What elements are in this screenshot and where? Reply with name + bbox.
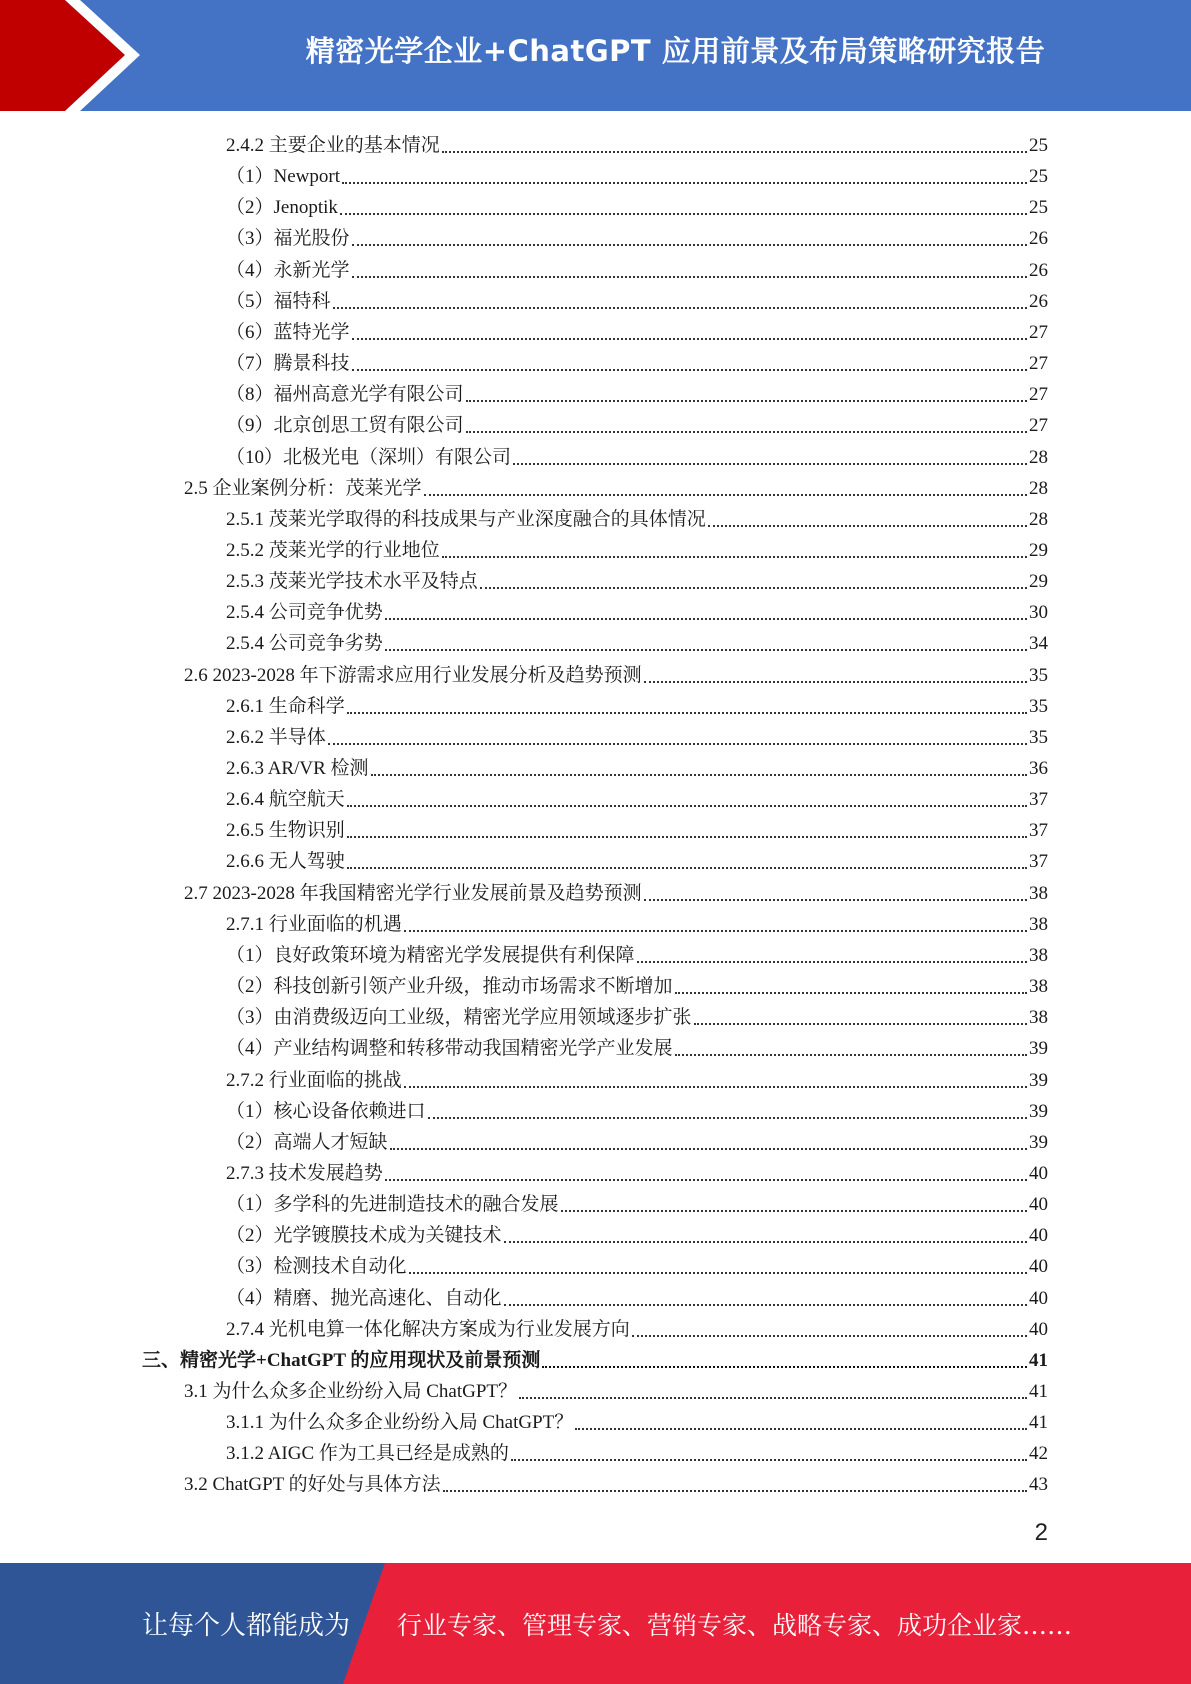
toc-entry-label: 2.6.1 生命科学 bbox=[226, 695, 345, 717]
toc-entry[interactable] bbox=[226, 719, 1048, 750]
toc-entry-page: 26 bbox=[1029, 259, 1048, 281]
toc-dot-leader bbox=[347, 805, 1027, 807]
toc-entry-label: （3）福光股份 bbox=[226, 228, 350, 250]
report-title: 精密光学企业+ChatGPT 应用前景及布局策略研究报告 bbox=[305, 33, 1046, 68]
toc-entry-label: 三、精密光学+ChatGPT 的应用现状及前景预测 bbox=[142, 1349, 541, 1371]
toc-entry[interactable] bbox=[226, 1248, 1048, 1279]
toc-entry-page: 41 bbox=[1029, 1349, 1048, 1371]
toc-entry-page: 43 bbox=[1029, 1474, 1048, 1496]
toc-entry-page: 29 bbox=[1029, 571, 1048, 593]
toc-entry[interactable] bbox=[226, 1404, 1048, 1435]
toc-dot-leader bbox=[442, 556, 1027, 558]
toc-entry-label: 2.7.4 光机电算一体化解决方案成为行业发展方向 bbox=[226, 1318, 630, 1340]
toc-entry-label: （1）良好政策环境为精密光学发展提供有利保障 bbox=[226, 944, 635, 966]
toc-entry-page: 28 bbox=[1029, 446, 1048, 468]
toc-dot-leader bbox=[644, 899, 1027, 901]
toc-entry[interactable] bbox=[226, 158, 1048, 189]
toc-dot-leader bbox=[675, 1054, 1027, 1056]
toc-entry[interactable] bbox=[142, 1342, 1048, 1373]
toc-entry[interactable] bbox=[226, 750, 1048, 781]
toc-dot-leader bbox=[352, 338, 1027, 340]
report-header-banner bbox=[0, 0, 1191, 111]
toc-entry-page: 25 bbox=[1029, 197, 1048, 219]
toc-entry-page: 27 bbox=[1029, 384, 1048, 406]
toc-entry[interactable] bbox=[184, 875, 1048, 906]
toc-dot-leader bbox=[352, 276, 1027, 278]
toc-entry[interactable] bbox=[226, 1062, 1048, 1093]
toc-entry-page: 39 bbox=[1029, 1069, 1048, 1091]
toc-entry-label: （3）由消费级迈向工业级，精密光学应用领域逐步扩张 bbox=[226, 1007, 692, 1029]
toc-entry-label: （7）腾景科技 bbox=[226, 353, 350, 375]
toc-entry-label: （8）福州高意光学有限公司 bbox=[226, 384, 464, 406]
toc-dot-leader bbox=[385, 649, 1027, 651]
toc-dot-leader bbox=[694, 1023, 1027, 1025]
toc-entry-label: （2）光学镀膜技术成为关键技术 bbox=[226, 1225, 502, 1247]
toc-entry-page: 27 bbox=[1029, 353, 1048, 375]
toc-entry[interactable] bbox=[226, 532, 1048, 563]
toc-entry-label: 2.7.1 行业面临的机遇 bbox=[226, 913, 402, 935]
toc-entry-page: 39 bbox=[1029, 1100, 1048, 1122]
toc-entry-page: 34 bbox=[1029, 633, 1048, 655]
toc-entry[interactable] bbox=[226, 252, 1048, 283]
toc-entry-label: 2.6.6 无人驾驶 bbox=[226, 851, 345, 873]
toc-entry-label: （1）Newport bbox=[226, 166, 340, 188]
toc-dot-leader bbox=[466, 400, 1027, 402]
toc-entry[interactable] bbox=[226, 563, 1048, 594]
toc-entry-page: 35 bbox=[1029, 664, 1048, 686]
toc-dot-leader bbox=[511, 1459, 1027, 1461]
toc-entry[interactable] bbox=[226, 220, 1048, 251]
toc-dot-leader bbox=[443, 1490, 1027, 1492]
toc-entry-label: 2.7.2 行业面临的挑战 bbox=[226, 1069, 402, 1091]
toc-dot-leader bbox=[409, 1272, 1027, 1274]
toc-entry-label: （1）核心设备依赖进口 bbox=[226, 1100, 426, 1122]
toc-entry[interactable] bbox=[184, 657, 1048, 688]
toc-entry-label: 2.5.2 茂莱光学的行业地位 bbox=[226, 539, 440, 561]
toc-entry-page: 35 bbox=[1029, 726, 1048, 748]
toc-entry-page: 25 bbox=[1029, 135, 1048, 156]
toc-dot-leader bbox=[352, 244, 1027, 246]
toc-dot-leader bbox=[480, 587, 1027, 589]
toc-dot-leader bbox=[347, 867, 1027, 869]
toc-dot-leader bbox=[644, 681, 1027, 683]
footer-slogan: 让每个人都能成为 bbox=[142, 1611, 351, 1641]
toc-entry-label: 2.6 2023-2028 年下游需求应用行业发展分析及趋势预测 bbox=[184, 664, 642, 686]
toc-entry[interactable] bbox=[226, 127, 1048, 158]
toc-entry-label: 2.5.4 公司竞争劣势 bbox=[226, 633, 383, 655]
toc-entry[interactable] bbox=[226, 625, 1048, 656]
toc-entry-label: 2.6.2 半导体 bbox=[226, 726, 326, 748]
toc-entry-page: 26 bbox=[1029, 228, 1048, 250]
toc-entry-label: 2.5.1 茂莱光学取得的科技成果与产业深度融合的具体情况 bbox=[226, 508, 706, 530]
toc-entry[interactable] bbox=[226, 1155, 1048, 1186]
toc-dot-leader bbox=[333, 307, 1027, 309]
toc-entry[interactable] bbox=[226, 439, 1048, 470]
toc-entry-page: 30 bbox=[1029, 602, 1048, 624]
toc-dot-leader bbox=[428, 1117, 1027, 1119]
toc-entry-label: （2）科技创新引领产业升级，推动市场需求不断增加 bbox=[226, 976, 673, 998]
toc-entry-page: 38 bbox=[1029, 944, 1048, 966]
toc-entry[interactable] bbox=[226, 314, 1048, 345]
header-chevron-icon bbox=[0, 0, 150, 111]
toc-dot-leader bbox=[513, 463, 1027, 465]
toc-entry-label: （2）高端人才短缺 bbox=[226, 1131, 388, 1153]
toc-dot-leader bbox=[442, 151, 1027, 153]
toc-dot-leader bbox=[504, 1304, 1027, 1306]
toc-entry[interactable] bbox=[226, 812, 1048, 843]
toc-entry[interactable] bbox=[226, 843, 1048, 874]
toc-entry-page: 25 bbox=[1029, 166, 1048, 188]
toc-entry-page: 35 bbox=[1029, 695, 1048, 717]
toc-entry-label: （1）多学科的先进制造技术的融合发展 bbox=[226, 1194, 559, 1216]
toc-entry-label: 2.5.4 公司竞争优势 bbox=[226, 602, 383, 624]
toc-entry-page: 40 bbox=[1029, 1256, 1048, 1278]
toc-entry[interactable] bbox=[226, 906, 1048, 937]
toc-dot-leader bbox=[347, 836, 1027, 838]
toc-entry[interactable] bbox=[226, 1030, 1048, 1061]
toc-entry[interactable] bbox=[226, 688, 1048, 719]
toc-entry-label: 3.1.1 为什么众多企业纷纷入局 ChatGPT？ bbox=[226, 1412, 574, 1434]
toc-entry-page: 28 bbox=[1029, 508, 1048, 530]
toc-dot-leader bbox=[424, 494, 1027, 496]
toc-entry-label: （2）Jenoptik bbox=[226, 197, 338, 219]
toc-entry-label: （4）产业结构调整和转移带动我国精密光学产业发展 bbox=[226, 1038, 673, 1060]
toc-dot-leader bbox=[390, 1148, 1027, 1150]
toc-entry-label: 2.5 企业案例分析：茂莱光学 bbox=[184, 477, 422, 499]
toc-entry-page: 41 bbox=[1029, 1412, 1048, 1434]
toc-entry-label: 2.7.3 技术发展趋势 bbox=[226, 1162, 383, 1184]
toc-entry-page: 37 bbox=[1029, 820, 1048, 842]
toc-entry-label: （10）北极光电（深圳）有限公司 bbox=[226, 446, 512, 468]
toc-entry-label: （4）精磨、抛光高速化、自动化 bbox=[226, 1287, 502, 1309]
toc-dot-leader bbox=[466, 431, 1027, 433]
toc-entry-page: 40 bbox=[1029, 1194, 1048, 1216]
toc-entry-label: 3.1.2 AIGC 作为工具已经是成熟的 bbox=[226, 1443, 509, 1465]
toc-entry-page: 29 bbox=[1029, 539, 1048, 561]
toc-entry-page: 40 bbox=[1029, 1225, 1048, 1247]
toc-entry-page: 39 bbox=[1029, 1038, 1048, 1060]
toc-entry[interactable] bbox=[226, 189, 1048, 220]
toc-entry-label: 2.6.5 生物识别 bbox=[226, 820, 345, 842]
toc-entry-page: 37 bbox=[1029, 851, 1048, 873]
toc-dot-leader bbox=[404, 1086, 1027, 1088]
toc-dot-leader bbox=[404, 930, 1027, 932]
toc-entry-page: 38 bbox=[1029, 913, 1048, 935]
toc-dot-leader bbox=[352, 369, 1027, 371]
toc-entry-label: （9）北京创思工贸有限公司 bbox=[226, 415, 464, 437]
toc-dot-leader bbox=[371, 774, 1027, 776]
toc-dot-leader bbox=[632, 1335, 1027, 1337]
toc-dot-leader bbox=[708, 525, 1027, 527]
toc-entry-label: 3.2 ChatGPT 的好处与具体方法 bbox=[184, 1474, 441, 1496]
toc-entry-label: 2.7 2023-2028 年我国精密光学行业发展前景及趋势预测 bbox=[184, 882, 642, 904]
toc-entry-label: 2.6.4 航空航天 bbox=[226, 789, 345, 811]
toc-dot-leader bbox=[575, 1428, 1027, 1430]
toc-entry-page: 38 bbox=[1029, 882, 1048, 904]
toc-entry-page: 40 bbox=[1029, 1318, 1048, 1340]
toc-entry[interactable] bbox=[184, 470, 1048, 501]
toc-entry-page: 40 bbox=[1029, 1162, 1048, 1184]
toc-entry[interactable] bbox=[226, 407, 1048, 438]
toc-entry-page: 27 bbox=[1029, 321, 1048, 343]
toc-entry-page: 42 bbox=[1029, 1443, 1048, 1465]
toc-entry[interactable] bbox=[226, 1311, 1048, 1342]
toc-dot-leader bbox=[340, 213, 1027, 215]
toc-entry-page: 26 bbox=[1029, 290, 1048, 312]
page-number: 2 bbox=[1034, 1519, 1048, 1546]
toc-entry-label: （3）检测技术自动化 bbox=[226, 1256, 407, 1278]
toc-dot-leader bbox=[385, 1179, 1027, 1181]
toc-entry-page: 27 bbox=[1029, 415, 1048, 437]
toc-entry-page: 40 bbox=[1029, 1287, 1048, 1309]
toc-entry-page: 38 bbox=[1029, 976, 1048, 998]
toc-entry-label: 2.6.3 AR/VR 检测 bbox=[226, 758, 369, 779]
toc-dot-leader bbox=[342, 182, 1027, 184]
toc-entry[interactable] bbox=[226, 1124, 1048, 1155]
toc-dot-leader bbox=[542, 1366, 1027, 1368]
toc-entry-page: 38 bbox=[1029, 1007, 1048, 1029]
toc-entry-page: 37 bbox=[1029, 789, 1048, 811]
toc-entry-label: 2.4.2 主要企业的基本情况 bbox=[226, 135, 440, 156]
toc-entry[interactable] bbox=[184, 1466, 1048, 1497]
footer-banner bbox=[0, 1563, 1191, 1684]
toc-entry-page: 28 bbox=[1029, 477, 1048, 499]
toc-entry-page: 36 bbox=[1029, 758, 1048, 779]
toc-entry-page: 41 bbox=[1029, 1381, 1048, 1402]
toc-entry-page: 39 bbox=[1029, 1131, 1048, 1153]
toc-entry[interactable] bbox=[226, 968, 1048, 999]
toc-entry[interactable] bbox=[226, 999, 1048, 1030]
toc-entry[interactable] bbox=[226, 1217, 1048, 1248]
toc-entry[interactable] bbox=[226, 781, 1048, 812]
toc-dot-leader bbox=[385, 618, 1027, 620]
toc-entry[interactable] bbox=[226, 937, 1048, 968]
toc-entry[interactable] bbox=[226, 376, 1048, 407]
toc-entry[interactable] bbox=[226, 594, 1048, 625]
toc-entry-label: 3.1 为什么众多企业纷纷入局 ChatGPT？ bbox=[184, 1381, 518, 1402]
toc-dot-leader bbox=[561, 1210, 1027, 1212]
toc-dot-leader bbox=[504, 1241, 1027, 1243]
toc-entry[interactable] bbox=[226, 1280, 1048, 1311]
toc-dot-leader bbox=[637, 961, 1027, 963]
toc-entry[interactable] bbox=[226, 501, 1048, 532]
toc-entry-label: 2.5.3 茂莱光学技术水平及特点 bbox=[226, 571, 478, 593]
toc-entry-label: （6）蓝特光学 bbox=[226, 321, 350, 343]
toc-entry[interactable] bbox=[226, 1186, 1048, 1217]
toc-entry-label: （4）永新光学 bbox=[226, 259, 350, 281]
toc-entry[interactable] bbox=[226, 1435, 1048, 1466]
footer-roles: 行业专家、管理专家、营销专家、战略专家、成功企业家…… bbox=[397, 1610, 1073, 1640]
toc-entry[interactable] bbox=[226, 345, 1048, 376]
toc-entry[interactable] bbox=[226, 1093, 1048, 1124]
toc-dot-leader bbox=[675, 992, 1027, 994]
toc-entry[interactable] bbox=[226, 283, 1048, 314]
toc-entry[interactable] bbox=[184, 1373, 1048, 1404]
toc-dot-leader bbox=[328, 743, 1027, 745]
toc-dot-leader bbox=[519, 1397, 1027, 1399]
toc-entry-label: （5）福特科 bbox=[226, 290, 331, 312]
toc-dot-leader bbox=[347, 712, 1027, 714]
